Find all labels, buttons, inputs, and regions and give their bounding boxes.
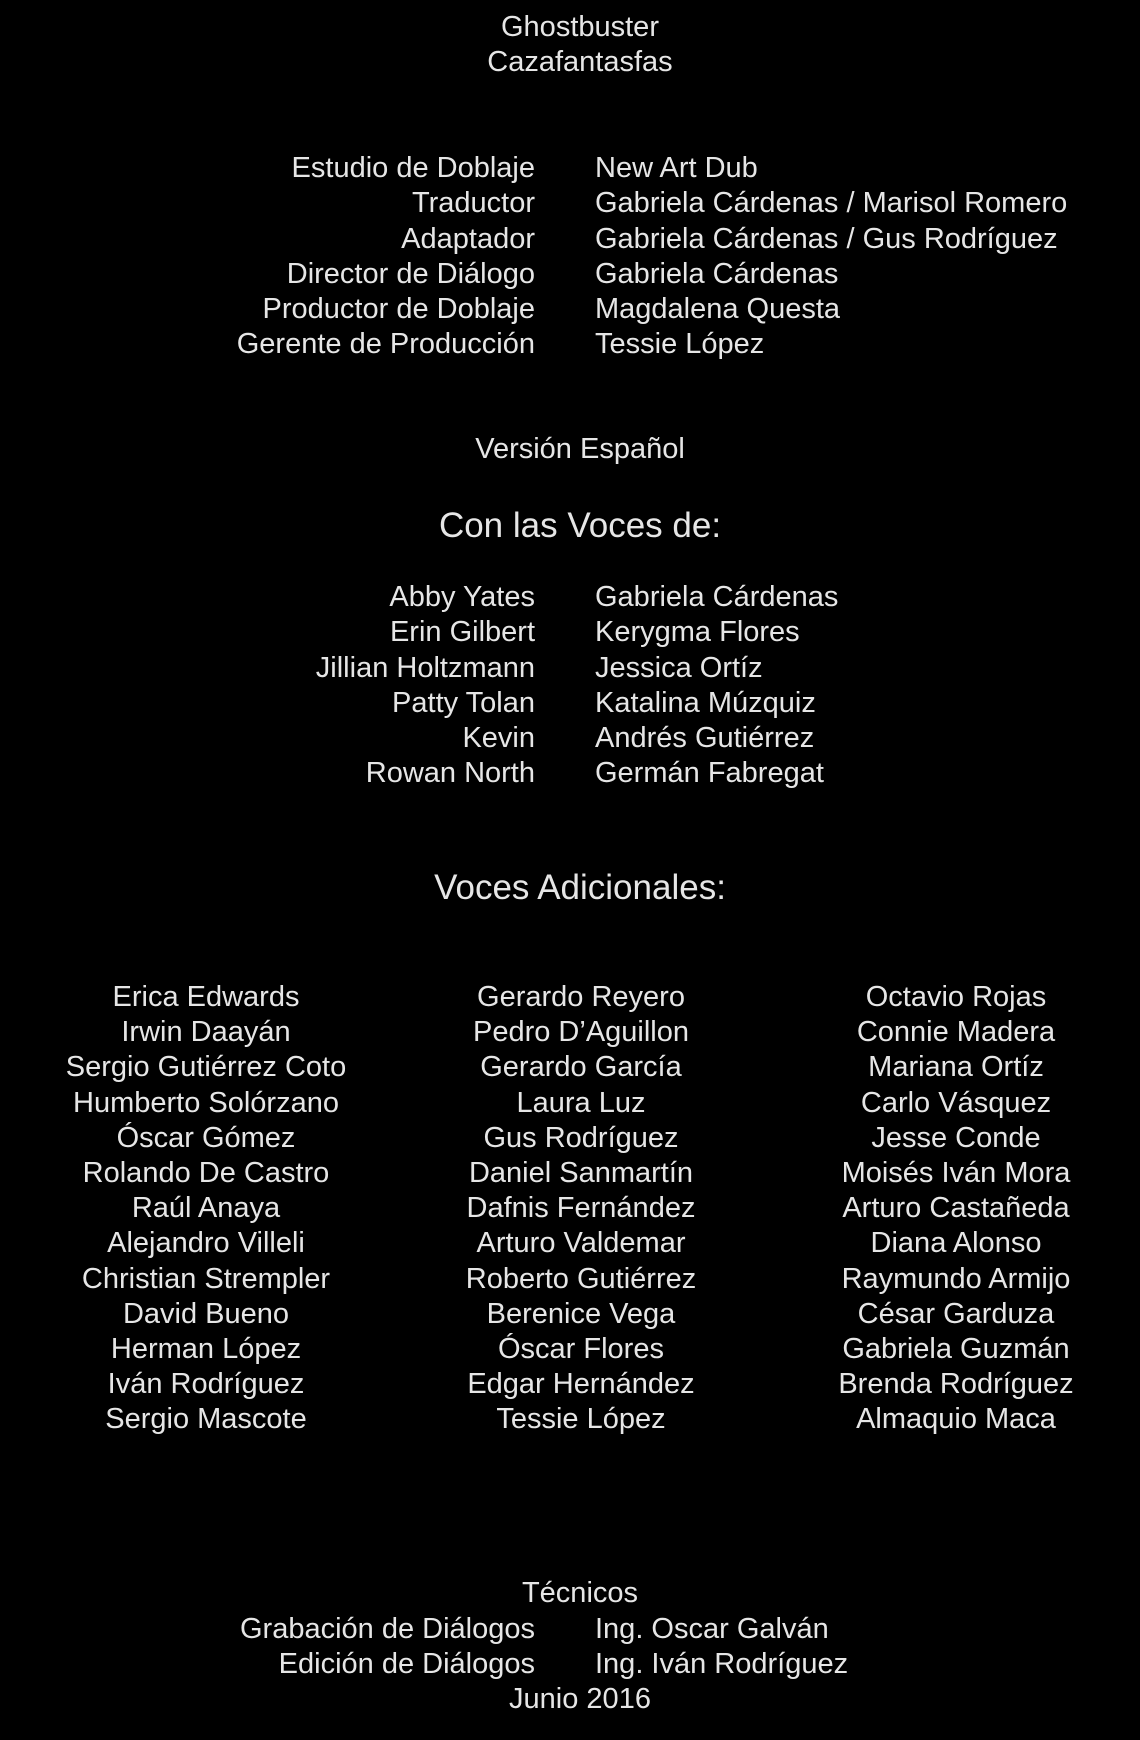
- version-label: Versión Español: [475, 433, 685, 465]
- crew-row: [0, 327, 1067, 362]
- voices-heading: Con las Voces de:: [438, 506, 722, 545]
- voice-name: Moisés Iván Mora: [841, 1157, 1071, 1190]
- voice-name: Christian Strempler: [81, 1262, 331, 1295]
- voice-name: Carlo Vásquez: [860, 1086, 1052, 1119]
- additional-voices-column-1: [16, 980, 396, 1438]
- crew-row: [0, 292, 1067, 327]
- voice-name: Alejandro Villeli: [107, 1227, 305, 1260]
- additional-voices-column-2: [391, 980, 771, 1438]
- technicians-list: [0, 1612, 848, 1683]
- voice-name: Gabriela Guzmán: [842, 1333, 1070, 1366]
- character-name: Kevin: [462, 722, 535, 755]
- crew-name: Gabriela Cárdenas: [595, 257, 839, 290]
- actor-name: Andrés Gutiérrez: [595, 722, 815, 755]
- title-translated: Cazafantasfas: [487, 46, 673, 78]
- crew-name: Magdalena Questa: [595, 293, 841, 326]
- voice-name: Pedro D’Aguillon: [472, 1016, 689, 1049]
- actor-name: Kerygma Flores: [595, 616, 800, 649]
- cast-row: [0, 686, 838, 721]
- character-name: Rowan North: [365, 757, 535, 790]
- voice-name: Brenda Rodríguez: [838, 1368, 1074, 1401]
- technician-name: Ing. Oscar Galván: [595, 1613, 829, 1645]
- actor-name: Katalina Múzquiz: [595, 686, 816, 719]
- voice-name: Raymundo Armijo: [841, 1262, 1071, 1295]
- voice-name: David Bueno: [122, 1297, 290, 1330]
- cast-row: [0, 651, 838, 686]
- voice-name: Octavio Rojas: [865, 981, 1047, 1013]
- technicians-heading: Técnicos: [521, 1577, 639, 1609]
- voice-name: Berenice Vega: [486, 1297, 676, 1330]
- voice-name: Sergio Gutiérrez Coto: [65, 1051, 347, 1084]
- voice-name: Óscar Flores: [498, 1333, 664, 1366]
- cast-row: [0, 615, 838, 650]
- dubbing-crew-list: [0, 151, 1067, 363]
- character-name: Patty Tolan: [392, 686, 535, 719]
- crew-name: Tessie López: [595, 328, 765, 361]
- title-original: Ghostbuster: [501, 11, 659, 43]
- voice-name: Gerardo García: [480, 1051, 682, 1084]
- voice-name: Irwin Daayán: [121, 1016, 291, 1049]
- release-date: Junio 2016: [509, 1683, 651, 1715]
- voice-name: Diana Alonso: [870, 1227, 1042, 1260]
- voice-name: Rolando De Castro: [82, 1157, 330, 1190]
- crew-name: New Art Dub: [595, 152, 758, 184]
- crew-name: Gabriela Cárdenas / Gus Rodríguez: [595, 222, 1058, 255]
- voice-name: Laura Luz: [516, 1086, 646, 1119]
- actor-name: Gabriela Cárdenas: [595, 581, 839, 613]
- actor-name: Germán Fabregat: [595, 757, 824, 790]
- character-name: Abby Yates: [389, 581, 535, 613]
- voice-name: Almaquio Maca: [856, 1403, 1056, 1436]
- voice-name: Iván Rodríguez: [107, 1368, 305, 1401]
- technician-row: [0, 1647, 848, 1682]
- cast-row: [0, 580, 838, 615]
- voice-name: Erica Edwards: [112, 981, 300, 1013]
- crew-name: Gabriela Cárdenas / Marisol Romero: [595, 187, 1068, 220]
- voice-name: Gus Rodríguez: [483, 1121, 679, 1154]
- voice-name: Daniel Sanmartín: [468, 1157, 694, 1190]
- voice-name: Arturo Castañeda: [842, 1192, 1070, 1225]
- crew-role: Estudio de Doblaje: [291, 152, 535, 184]
- voice-name: Edgar Hernández: [467, 1368, 695, 1401]
- crew-row: [0, 222, 1067, 257]
- character-name: Erin Gilbert: [389, 616, 535, 649]
- voice-name: Sergio Mascote: [105, 1403, 307, 1436]
- voice-name: Arturo Valdemar: [476, 1227, 686, 1260]
- crew-row: [0, 257, 1067, 292]
- technician-row: [0, 1612, 848, 1647]
- voice-name: Dafnis Fernández: [466, 1192, 696, 1225]
- crew-row: [0, 151, 1067, 186]
- voice-name: Raúl Anaya: [131, 1192, 281, 1225]
- actor-name: Jessica Ortíz: [595, 651, 763, 684]
- crew-role: Director de Diálogo: [286, 257, 535, 290]
- cast-row: [0, 721, 838, 756]
- title-block: [0, 10, 1140, 80]
- voice-name: César Garduza: [857, 1297, 1055, 1330]
- voice-name: Herman López: [110, 1333, 302, 1366]
- voice-name: Roberto Gutiérrez: [465, 1262, 697, 1295]
- crew-role: Traductor: [411, 187, 535, 220]
- voice-name: Tessie López: [496, 1403, 666, 1436]
- character-name: Jillian Holtzmann: [315, 651, 535, 684]
- cast-row: [0, 756, 838, 791]
- crew-role: Productor de Doblaje: [262, 293, 535, 326]
- voice-name: Connie Madera: [856, 1016, 1056, 1049]
- crew-role: Adaptador: [401, 222, 535, 255]
- additional-voices-heading: Voces Adicionales:: [434, 868, 726, 907]
- voice-name: Óscar Gómez: [116, 1121, 296, 1154]
- technician-name: Ing. Iván Rodríguez: [595, 1648, 849, 1681]
- voice-cast-list: [0, 580, 838, 792]
- crew-row: [0, 186, 1067, 221]
- crew-role: Gerente de Producción: [236, 328, 535, 361]
- technician-role: Edición de Diálogos: [278, 1648, 535, 1681]
- technician-role: Grabación de Diálogos: [239, 1613, 535, 1645]
- voice-name: Humberto Solórzano: [73, 1086, 339, 1119]
- additional-voices-column-3: [766, 980, 1140, 1438]
- voice-name: Jesse Conde: [871, 1121, 1041, 1154]
- voice-name: Mariana Ortíz: [868, 1051, 1044, 1084]
- voice-name: Gerardo Reyero: [477, 981, 685, 1013]
